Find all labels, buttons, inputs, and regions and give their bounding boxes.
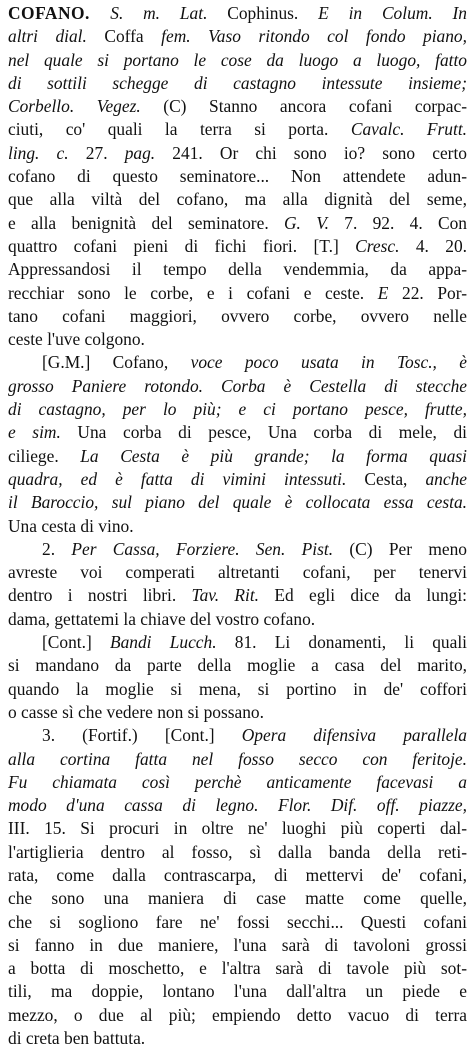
- italic-run: quadra, ed è fatta di vimini intessuti.: [8, 468, 347, 489]
- roman-run: ceste l'uve colgono.: [8, 329, 145, 350]
- italic-run: Opera difensiva parallela: [241, 725, 467, 746]
- italic-run: S. m.: [110, 3, 180, 23]
- text-line: [8, 375, 467, 398]
- italic-run: grosso Paniere rotondo. Corba è Cestella di stecche: [8, 375, 467, 396]
- roman-run: 3. (Fortif.) [Cont.]: [42, 725, 242, 746]
- text-line: [8, 584, 467, 607]
- italic-run: alla cortina fatta nel fosso secco con feritoje.: [8, 748, 467, 769]
- text-line: [8, 794, 467, 817]
- text-line: [8, 398, 467, 421]
- roman-run: mezzo, o due al più; empiendo detto vacuo di terra: [8, 1004, 467, 1025]
- roman-run: 81. Li donamenti, li quali: [216, 632, 467, 653]
- italic-run: ling. c.: [8, 142, 69, 163]
- roman-run: quattro cofani pieni di fichi fiori. [T.]: [8, 235, 356, 256]
- text-line: [8, 95, 467, 118]
- roman-run: 241. Or chi sono io? sono certo: [155, 142, 467, 163]
- text-line: [8, 72, 467, 95]
- text-line: [8, 887, 467, 910]
- italic-run: E: [377, 282, 389, 303]
- italic-run: pag.: [124, 142, 156, 163]
- text-line: [8, 561, 467, 584]
- text-line: [8, 631, 467, 654]
- italic-run: modo d'una cassa di legno. Flor. Dif. off. piazze,: [8, 795, 467, 816]
- entry-cont-note: [8, 631, 467, 724]
- text-line: [8, 515, 467, 538]
- roman-run: quando la moglie si mena, si portino in de' coffori: [8, 678, 467, 699]
- text-line: [8, 934, 467, 957]
- text-line: [8, 817, 467, 840]
- text-line: [8, 911, 467, 934]
- italic-run: nel quale si portano le cose da luogo a luogo, fatto: [8, 49, 467, 70]
- roman-run: dama, gettatemi la chiave del vostro cofano.: [8, 608, 316, 629]
- text-line: [8, 957, 467, 980]
- entry-sense-3: [8, 724, 467, 1050]
- roman-run: III. 15. Si procuri in oltre ne' luoghi più coperti dal-: [8, 818, 467, 839]
- roman-run: Una corba di pesce, Una corba di mele, di: [60, 422, 467, 443]
- italic-run: il Baroccio, sul piano del quale è collocata essa cesta.: [8, 492, 467, 513]
- roman-run: l'artiglieria dentro al fosso, sì dalla banda della reti-: [8, 841, 467, 862]
- text-line: [8, 142, 467, 165]
- roman-run: che si sogliono fare ne' fossi secchi... Questi cofani: [8, 911, 467, 932]
- italic-run: anche: [425, 468, 467, 489]
- italic-run: Cavalc. Frutt.: [350, 119, 468, 140]
- roman-run: 27.: [68, 142, 125, 163]
- italic-run: altri dial.: [8, 26, 87, 47]
- text-line: [8, 445, 467, 468]
- roman-run: tano cofani maggiori, ovvero corbe, ovvero nelle: [8, 305, 467, 326]
- text-line: [8, 678, 467, 701]
- text-line: [8, 25, 467, 48]
- text-line: [8, 235, 467, 258]
- roman-run: Una cesta di vino.: [8, 515, 134, 536]
- entry-sense-2: [8, 538, 467, 631]
- roman-run: ciuti, co' quali la terra si porta.: [8, 119, 351, 140]
- text-line: [8, 538, 467, 561]
- roman-run: 2.: [42, 538, 72, 559]
- italic-run: Bandi Lucch.: [109, 632, 217, 653]
- text-line: [8, 1027, 467, 1050]
- roman-run: di creta ben battuta.: [8, 1028, 146, 1049]
- roman-run: Appressandosi il tempo della vendemmia, da appa-: [8, 259, 467, 280]
- roman-run: cofano di questo seminatore... Non attendete adun-: [8, 166, 467, 187]
- roman-run: o casse sì che vedere non si possano.: [8, 701, 264, 722]
- roman-run: dentro i nostri libri.: [8, 585, 192, 606]
- roman-run: Coffa: [86, 26, 162, 47]
- roman-run: 7. 92. 4. Con: [328, 212, 467, 233]
- roman-run: rata, come dalla contrascarpa, di mettervi de' cofani,: [8, 864, 467, 885]
- italic-run: Corbello. Vegez.: [8, 96, 141, 117]
- roman-run: ciliege.: [8, 445, 81, 466]
- text-line: [8, 468, 467, 491]
- text-line: [8, 258, 467, 281]
- italic-run: voce poco usata in Tosc., è: [190, 352, 467, 373]
- roman-run: si fanno in due maniere, l'una sarà di tavoloni grossi: [8, 934, 467, 955]
- italic-run: e sim.: [8, 422, 61, 443]
- text-line: [8, 1004, 467, 1027]
- text-line: [8, 49, 467, 72]
- roman-run: a botta di moschetto, e l'altra sarà di tavole più sot-: [8, 958, 467, 979]
- italic-run: Fu chiamata così perchè anticamente facevasi a: [8, 771, 467, 792]
- italic-run: Per Cassa, Forziere. Sen. Pist.: [71, 538, 334, 559]
- text-line: [8, 491, 467, 514]
- italic-run: fem. Vaso ritondo col fondo piano,: [161, 26, 467, 47]
- roman-run: e alla benignità del seminatore.: [8, 212, 284, 233]
- text-line: [8, 841, 467, 864]
- text-line: [8, 771, 467, 794]
- entry-main: [8, 2, 467, 351]
- text-line: [8, 165, 467, 188]
- entry-gm-note: [8, 351, 467, 537]
- roman-run: avreste voi comperati altretanti cofani, per tenervi: [8, 562, 467, 583]
- headword: COFANO.: [8, 3, 111, 23]
- roman-run: (C) Per meno: [333, 538, 468, 559]
- roman-run: Cophinus.: [207, 3, 319, 23]
- italic-run: di sottili schegge di castagno intessute insieme;: [8, 72, 467, 93]
- text-line: [8, 328, 467, 351]
- italic-run: E in Colum. In: [318, 3, 467, 23]
- text-line: [8, 282, 467, 305]
- roman-run: Cesta,: [346, 468, 426, 489]
- text-line: [8, 188, 467, 211]
- text-line: [8, 351, 467, 374]
- roman-run: si mandano da parte della moglie a casa del marito,: [8, 655, 467, 676]
- roman-run: que alla viltà del cofano, ma alla dignità del seme,: [8, 189, 467, 210]
- roman-run: 4. 20.: [399, 235, 467, 256]
- text-line: [8, 701, 467, 724]
- roman-run: Ed egli dice da lungi:: [259, 585, 468, 606]
- text-line: [8, 748, 467, 771]
- roman-run: [Cont.]: [42, 632, 110, 653]
- italic-run: di castagno, per lo più; e ci portano pesce, frutte,: [8, 399, 467, 420]
- roman-run: 22. Por-: [388, 282, 467, 303]
- text-line: [8, 2, 467, 25]
- text-line: [8, 724, 467, 747]
- text-line: [8, 212, 467, 235]
- italic-run: Tav. Rit.: [191, 585, 260, 606]
- text-line: [8, 864, 467, 887]
- text-line: [8, 421, 467, 444]
- roman-run: che sono una maniera di case matte come quelle,: [8, 888, 467, 909]
- italic-run: Cresc.: [355, 235, 400, 256]
- roman-run: tili, ma doppie, lontano l'una dall'altra un piede e: [8, 981, 467, 1002]
- italic-run: La Cesta è più grande; la forma quasi: [80, 445, 467, 466]
- text-line: [8, 608, 467, 631]
- italic-run: G. V.: [283, 212, 329, 233]
- text-line: [8, 118, 467, 141]
- text-line: [8, 980, 467, 1003]
- roman-run: recchiar sono le corbe, e i cofani e ceste.: [8, 282, 378, 303]
- text-line: [8, 654, 467, 677]
- italic-run: Lat.: [179, 3, 208, 23]
- text-line: [8, 305, 467, 328]
- roman-run: [G.M.] Cofano,: [42, 352, 191, 373]
- roman-run: (C) Stanno ancora cofani corpac-: [140, 96, 467, 117]
